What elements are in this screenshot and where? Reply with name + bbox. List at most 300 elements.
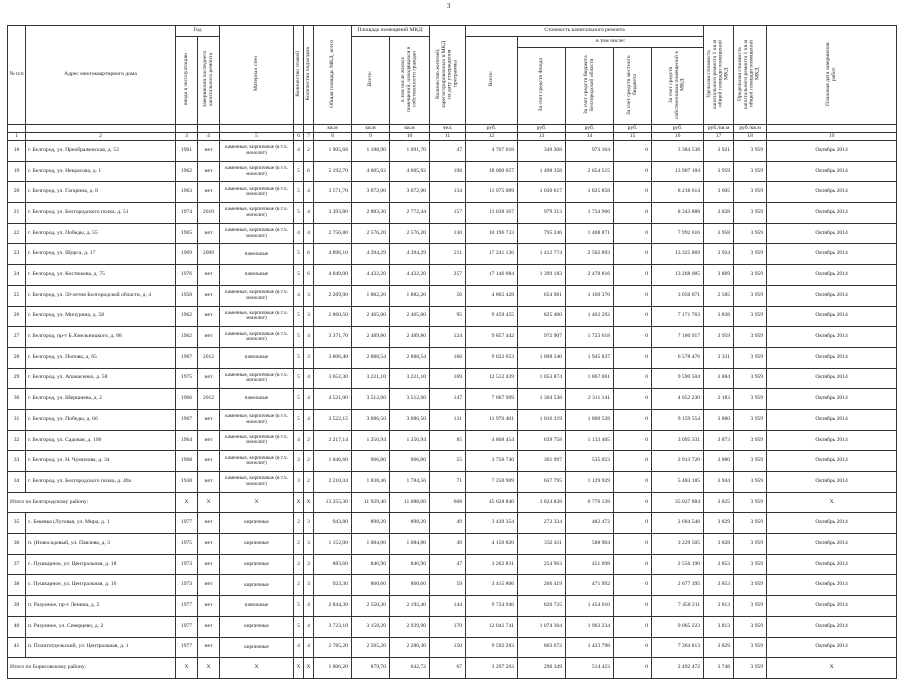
cell-mc: 3 959: [734, 389, 767, 410]
cell-cit: 2 939,90: [390, 616, 430, 637]
cell-mc: 3 959: [734, 265, 767, 286]
column-number-cell: 12: [466, 133, 518, 141]
column-number-cell: 5: [220, 133, 294, 141]
cell-en: 4: [304, 637, 314, 658]
cell-fund: 254 963: [518, 554, 566, 575]
cell-date: Октябрь 2014: [767, 575, 897, 596]
cell-date: Октябрь 2014: [767, 513, 897, 534]
cell-fund: 654 981: [518, 285, 566, 306]
unit-cell: руб.: [518, 125, 566, 133]
cell-own: 9 065 223: [652, 616, 704, 637]
cell-fl: 5: [294, 596, 304, 617]
cell-en: 4: [304, 616, 314, 637]
cell-mc: 3 959: [734, 182, 767, 203]
cell-own: 7 364 813: [652, 637, 704, 658]
table-row: [8, 389, 897, 410]
cell-cit: 2 465,00: [390, 306, 430, 327]
cell-y1: 1964: [176, 430, 198, 451]
cell-prem: 1 882,20: [352, 285, 390, 306]
cell-fl: 5: [294, 265, 304, 286]
cell-loc: 0: [614, 554, 652, 575]
table-row: [8, 430, 897, 451]
cell-prem: 3 512,60: [352, 389, 390, 410]
cell-mc: 3 959: [734, 409, 767, 430]
total-cell-cit: 11 088,60: [390, 492, 430, 513]
cell-area: 4 896,10: [314, 244, 352, 265]
cell-y2: нет: [198, 182, 220, 203]
cell-res: 56: [430, 285, 466, 306]
cell-area: 3 723,10: [314, 616, 352, 637]
total-cell-reg: 6 776 128: [566, 492, 614, 513]
col-year-commission-header: ввода в эксплуатацию: [176, 37, 198, 125]
total-cell-fl: X: [294, 492, 304, 513]
cell-cit: 3 086,50: [390, 409, 430, 430]
cell-tot: 9 857 442: [466, 327, 518, 348]
total-cell-y2: X: [198, 492, 220, 513]
cell-uc: 3 828: [704, 534, 734, 555]
cell-area: 5 192,70: [314, 161, 352, 182]
cell-tot: 9 459 455: [466, 306, 518, 327]
table-row: [8, 285, 897, 306]
cell-y1: 1967: [176, 409, 198, 430]
cell-tot: 12 512 439: [466, 368, 518, 389]
cell-fl: 2: [294, 534, 304, 555]
cell-reg: 588 904: [566, 534, 614, 555]
cell-area: 2 217,14: [314, 430, 352, 451]
cell-cit: 846,90: [390, 554, 430, 575]
cell-date: Октябрь 2014: [767, 285, 897, 306]
cell-res: 49: [430, 534, 466, 555]
column-number-cell: 14: [566, 133, 614, 141]
table-row: [8, 554, 897, 575]
cell-prem: 2 883,30: [352, 203, 390, 224]
cell-own: 2 913 720: [652, 451, 704, 472]
table-row: [8, 182, 897, 203]
column-number-cell: 4: [198, 133, 220, 141]
cell-no: 20: [8, 182, 26, 203]
cell-date: Октябрь 2014: [767, 389, 897, 410]
cell-fund: 1 098 340: [518, 347, 566, 368]
table-row: [8, 637, 897, 658]
cell-no: 37: [8, 554, 26, 575]
total-cell-tot: 45 628 840: [466, 492, 518, 513]
col-cost-group-header: Стоимость капитального ремонта: [466, 26, 704, 37]
cell-loc: 0: [614, 244, 652, 265]
cell-tot: 11 976 401: [466, 409, 518, 430]
cell-uc: 3 331: [704, 347, 734, 368]
total-cell-uc: 3 748: [704, 658, 734, 679]
cell-mat: каменные, кирпичные (в т.ч. монолит): [220, 182, 294, 203]
cell-loc: 0: [614, 368, 652, 389]
cell-res: 131: [430, 409, 466, 430]
cell-mat: кирпичные: [220, 637, 294, 658]
cell-mc: 3 959: [734, 285, 767, 306]
cell-fund: 639 758: [518, 430, 566, 451]
column-number-cell: 15: [614, 133, 652, 141]
cell-reg: 2 311 141: [566, 389, 614, 410]
cell-own: 2 556 190: [652, 554, 704, 575]
cell-prem: 4 432,20: [352, 265, 390, 286]
cell-prem: 2 465,00: [352, 306, 390, 327]
cell-prem: 2 888,54: [352, 347, 390, 368]
cell-y1: 1961: [176, 141, 198, 162]
cell-tot: 4 868 454: [466, 430, 518, 451]
capital-repair-table: [7, 25, 897, 679]
table-row: [8, 513, 897, 534]
cell-fund: 1 030 617: [518, 182, 566, 203]
total-cell-fl: X: [294, 658, 304, 679]
cell-prem: 898,20: [352, 513, 390, 534]
cell-tot: 4 150 820: [466, 534, 518, 555]
cell-date: Октябрь 2014: [767, 244, 897, 265]
cell-own: 3 050 071: [652, 285, 704, 306]
cell-fund: 1 053 874: [518, 368, 566, 389]
cell-tot: 3 750 740: [466, 451, 518, 472]
col-entrances-header: Количество подъездов: [304, 26, 314, 125]
column-number-cell: 18: [734, 133, 767, 141]
cell-res: 157: [430, 203, 466, 224]
cell-y1: 1974: [176, 203, 198, 224]
total-cell-res: 67: [430, 658, 466, 679]
cell-reg: 1 462 292: [566, 306, 614, 327]
cell-reg: 451 698: [566, 554, 614, 575]
cell-fund: 637 795: [518, 472, 566, 493]
cell-reg: 1 825 858: [566, 182, 614, 203]
cell-date: Октябрь 2014: [767, 451, 897, 472]
cell-fund: 1 074 304: [518, 616, 566, 637]
total-cell-prem: 11 929,40: [352, 492, 390, 513]
cell-res: 47: [430, 554, 466, 575]
cell-mc: 3 959: [734, 306, 767, 327]
cell-y2: 2012: [198, 347, 220, 368]
cell-tot: 11 038 167: [466, 203, 518, 224]
cell-loc: 0: [614, 223, 652, 244]
cell-addr: п. Политотдельский, ул. Центральная, д. 1: [26, 637, 176, 658]
cell-res: 85: [430, 430, 466, 451]
cell-res: 124: [430, 327, 466, 348]
cell-fl: 5: [294, 368, 304, 389]
cell-y2: нет: [198, 327, 220, 348]
cell-tot: 4 707 018: [466, 141, 518, 162]
cell-fl: 5: [294, 306, 304, 327]
table-row: [8, 306, 897, 327]
cell-mat: панельные: [220, 596, 294, 617]
cell-own: 13 325 869: [652, 244, 704, 265]
cell-addr: г. Белгород, ул. Костюкова, д. 75: [26, 265, 176, 286]
cell-fund: 820 725: [518, 596, 566, 617]
cell-no: 33: [8, 451, 26, 472]
cell-mat: каменные, кирпичные (в т.ч. монолит): [220, 141, 294, 162]
cell-area: 943,80: [314, 513, 352, 534]
column-number-cell: 19: [767, 133, 897, 141]
column-number-cell: 1: [8, 133, 26, 141]
cell-y2: нет: [198, 265, 220, 286]
table-row: [8, 596, 897, 617]
cell-uc: 2 183: [704, 389, 734, 410]
cell-mat: панельные: [220, 244, 294, 265]
cell-fl: 2: [294, 575, 304, 596]
cell-y1: 1977: [176, 637, 198, 658]
cell-y1: 1963: [176, 182, 198, 203]
cell-res: 144: [430, 596, 466, 617]
cell-res: 71: [430, 472, 466, 493]
total-cell-mc: 3 959: [734, 658, 767, 679]
cell-cit: 3 221,10: [390, 368, 430, 389]
cell-own: 5 483 185: [652, 472, 704, 493]
col-region-header: За счет средств бюджета Белгородской области: [566, 48, 614, 125]
cell-en: 3: [304, 285, 314, 306]
total-cell-loc: 0: [614, 658, 652, 679]
cell-y1: 1962: [176, 306, 198, 327]
cell-cit: 2 489,80: [390, 327, 430, 348]
cell-uc: 3 944: [704, 472, 734, 493]
col-cost-total-header: Всего:: [466, 37, 518, 125]
cell-no: 24: [8, 265, 26, 286]
cell-no: 38: [8, 575, 26, 596]
cell-prem: 1 256,94: [352, 430, 390, 451]
total-row: [8, 658, 897, 679]
cell-reg: 1 723 618: [566, 327, 614, 348]
column-number-cell: 11: [430, 133, 466, 141]
cell-mc: 3 959: [734, 223, 767, 244]
cell-fund: 1 498 358: [518, 161, 566, 182]
cell-y2: нет: [198, 430, 220, 451]
cell-uc: 3 813: [704, 596, 734, 617]
cell-prem: 3 221,10: [352, 368, 390, 389]
cell-uc: 3 838: [704, 306, 734, 327]
cell-no: 19: [8, 161, 26, 182]
cell-fl: 4: [294, 430, 304, 451]
cell-addr: г. Белгород, ул. Белгородского полка, д. 40а: [26, 472, 176, 493]
cell-date: Октябрь 2014: [767, 306, 897, 327]
unit-cell: руб.: [566, 125, 614, 133]
table-row: [8, 409, 897, 430]
column-number-cell: 16: [652, 133, 704, 141]
cell-mc: 3 959: [734, 451, 767, 472]
cell-fl: 5: [294, 244, 304, 265]
cell-reg: 1 129 929: [566, 472, 614, 493]
total-cell-own: 35 027 884: [652, 492, 704, 513]
cell-loc: 0: [614, 472, 652, 493]
cell-en: 4: [304, 368, 314, 389]
cell-addr: г. Белгород, ул. Гагарина, д. 8: [26, 182, 176, 203]
cell-reg: 1 133 405: [566, 430, 614, 451]
cell-y1: 1975: [176, 368, 198, 389]
table-row: [8, 368, 897, 389]
col-no-header: № п/п: [8, 26, 26, 125]
cell-uc: 3 853: [704, 575, 734, 596]
cell-fund: 803 672: [518, 637, 566, 658]
table-row: [8, 534, 897, 555]
cell-reg: 2 654 515: [566, 161, 614, 182]
cell-cit: 2 576,20: [390, 223, 430, 244]
total-cell-uc: 3 825: [704, 492, 734, 513]
cell-y2: нет: [198, 596, 220, 617]
cell-date: Октябрь 2014: [767, 203, 897, 224]
cell-area: 2 785,20: [314, 637, 352, 658]
cell-date: Октябрь 2014: [767, 596, 897, 617]
column-number-cell: 2: [26, 133, 176, 141]
cell-mc: 3 959: [734, 141, 767, 162]
cell-en: 4: [304, 223, 314, 244]
cell-fl: 2: [294, 513, 304, 534]
cell-res: 211: [430, 244, 466, 265]
cell-loc: 0: [614, 327, 652, 348]
unit-cell: [294, 125, 304, 133]
unit-cell: кв.м: [314, 125, 352, 133]
cell-mat: кирпичные: [220, 554, 294, 575]
cell-loc: 0: [614, 203, 652, 224]
cell-date: Октябрь 2014: [767, 430, 897, 451]
cell-reg: 1 734 966: [566, 203, 614, 224]
cell-cit: 2 192,40: [390, 596, 430, 617]
cell-own: 13 268 085: [652, 265, 704, 286]
col-unit-cost-header: Удельная стоимость капитального ремонта 1 кв.м общей площади помещений МКД: [704, 26, 734, 125]
cell-tot: 3 262 831: [466, 554, 518, 575]
cell-tot: 3 415 806: [466, 575, 518, 596]
cell-mc: 3 959: [734, 161, 767, 182]
cell-addr: г. Белгород, ул. Попова, д. 65: [26, 347, 176, 368]
cell-reg: 1 408 871: [566, 223, 614, 244]
page-number: 3: [447, 2, 451, 10]
cell-y2: 2009: [198, 244, 220, 265]
total-cell-area: 1 006,20: [314, 658, 352, 679]
cell-uc: 3 921: [704, 141, 734, 162]
cell-prem: 3 086,50: [352, 409, 390, 430]
cell-uc: 3 880: [704, 409, 734, 430]
cell-own: 2 684 548: [652, 513, 704, 534]
cell-y2: нет: [198, 513, 220, 534]
cell-loc: 0: [614, 534, 652, 555]
col-fund-header: За счет средств Фонда: [518, 48, 566, 125]
cell-area: 2 756,80: [314, 223, 352, 244]
cell-date: Октябрь 2014: [767, 327, 897, 348]
cell-y2: нет: [198, 554, 220, 575]
table-row: [8, 161, 897, 182]
cell-fl: 5: [294, 327, 304, 348]
cell-en: 2: [304, 141, 314, 162]
cell-y2: нет: [198, 141, 220, 162]
cell-prem: 2 505,20: [352, 637, 390, 658]
cell-mat: панельные: [220, 347, 294, 368]
cell-area: 3 522,15: [314, 409, 352, 430]
cell-no: 36: [8, 534, 26, 555]
cell-date: Октябрь 2014: [767, 409, 897, 430]
cell-fl: 5: [294, 347, 304, 368]
unit-cell: руб.: [466, 125, 518, 133]
cell-prem: 2 576,20: [352, 223, 390, 244]
cell-uc: 3 853: [704, 554, 734, 575]
cell-no: 31: [8, 409, 26, 430]
cell-tot: 4 865 428: [466, 285, 518, 306]
cell-addr: г. Белгород, ул. Щорса, д. 17: [26, 244, 176, 265]
cell-mc: 3 959: [734, 347, 767, 368]
cell-en: 3: [304, 347, 314, 368]
cell-date: Октябрь 2014: [767, 554, 897, 575]
cell-uc: 2 585: [704, 285, 734, 306]
col-floors-header: Количество этажей: [294, 26, 304, 125]
cell-addr: г. Белгород, ул. Садовая, д. 106: [26, 430, 176, 451]
cell-fl: 5: [294, 182, 304, 203]
cell-mc: 3 959: [734, 472, 767, 493]
cell-y1: 1975: [176, 534, 198, 555]
cell-reg: 1 423 798: [566, 637, 614, 658]
cell-mc: 3 959: [734, 244, 767, 265]
cell-uc: 3 873: [704, 430, 734, 451]
cell-loc: 0: [614, 285, 652, 306]
cell-loc: 0: [614, 389, 652, 410]
cell-tot: 9 724 946: [466, 596, 518, 617]
cell-tot: 7 667 909: [466, 389, 518, 410]
cell-fl: 5: [294, 409, 304, 430]
column-numbers-row: [8, 133, 897, 141]
table-row: [8, 244, 897, 265]
col-plan-date-header: Плановая дата завершения работ: [767, 26, 897, 125]
cell-tot: 9 622 653: [466, 347, 518, 368]
table-row: [8, 616, 897, 637]
cell-mc: 3 959: [734, 637, 767, 658]
unit-cell: кв.м: [352, 125, 390, 133]
cell-area: 2 210,34: [314, 472, 352, 493]
cell-fund: 272 334: [518, 513, 566, 534]
cell-y2: нет: [198, 161, 220, 182]
cell-en: 6: [304, 265, 314, 286]
cell-y1: 1965: [176, 223, 198, 244]
cell-en: 4: [304, 182, 314, 203]
cell-en: 4: [304, 389, 314, 410]
col-total-area-header: Общая площадь МКД, всего: [314, 26, 352, 125]
cell-res: 169: [430, 368, 466, 389]
column-number-cell: 13: [518, 133, 566, 141]
cell-no: 40: [8, 616, 26, 637]
col-max-cost-header: Предельная стоимость капитального ремонта 1 кв.м общей площади помещений МКД: [734, 26, 767, 125]
table-row: [8, 141, 897, 162]
cell-en: 6: [304, 244, 314, 265]
cell-y2: нет: [198, 306, 220, 327]
cell-res: 95: [430, 306, 466, 327]
cell-reg: 1 903 234: [566, 616, 614, 637]
cell-no: 21: [8, 203, 26, 224]
cell-fl: 5: [294, 203, 304, 224]
cell-loc: 0: [614, 265, 652, 286]
cell-y2: нет: [198, 285, 220, 306]
cell-area: 2 269,90: [314, 285, 352, 306]
table-row: [8, 327, 897, 348]
cell-fl: 4: [294, 637, 304, 658]
cell-reg: 1 454 010: [566, 596, 614, 617]
cell-fl: 3: [294, 472, 304, 493]
cell-y1: 1976: [176, 265, 198, 286]
cell-area: 1 046,60: [314, 451, 352, 472]
cell-tot: 10 196 733: [466, 223, 518, 244]
cell-fund: 972 907: [518, 327, 566, 348]
cell-cit: 1 084,00: [390, 534, 430, 555]
cell-addr: г. Белгород, ул. Шершнева, д. 2: [26, 389, 176, 410]
cell-y1: 1973: [176, 554, 198, 575]
cell-own: 7 992 616: [652, 223, 704, 244]
cell-own: 13 907 184: [652, 161, 704, 182]
cell-date: Октябрь 2014: [767, 141, 897, 162]
cell-uc: 3 869: [704, 265, 734, 286]
cell-fl: 4: [294, 223, 304, 244]
cell-fl: 2: [294, 554, 304, 575]
cell-reg: 1 945 837: [566, 347, 614, 368]
cell-res: 170: [430, 616, 466, 637]
cell-area: 4 521,00: [314, 389, 352, 410]
cell-own: 3 384 538: [652, 141, 704, 162]
cell-date: Октябрь 2014: [767, 182, 897, 203]
total-cell-mat: X: [220, 658, 294, 679]
